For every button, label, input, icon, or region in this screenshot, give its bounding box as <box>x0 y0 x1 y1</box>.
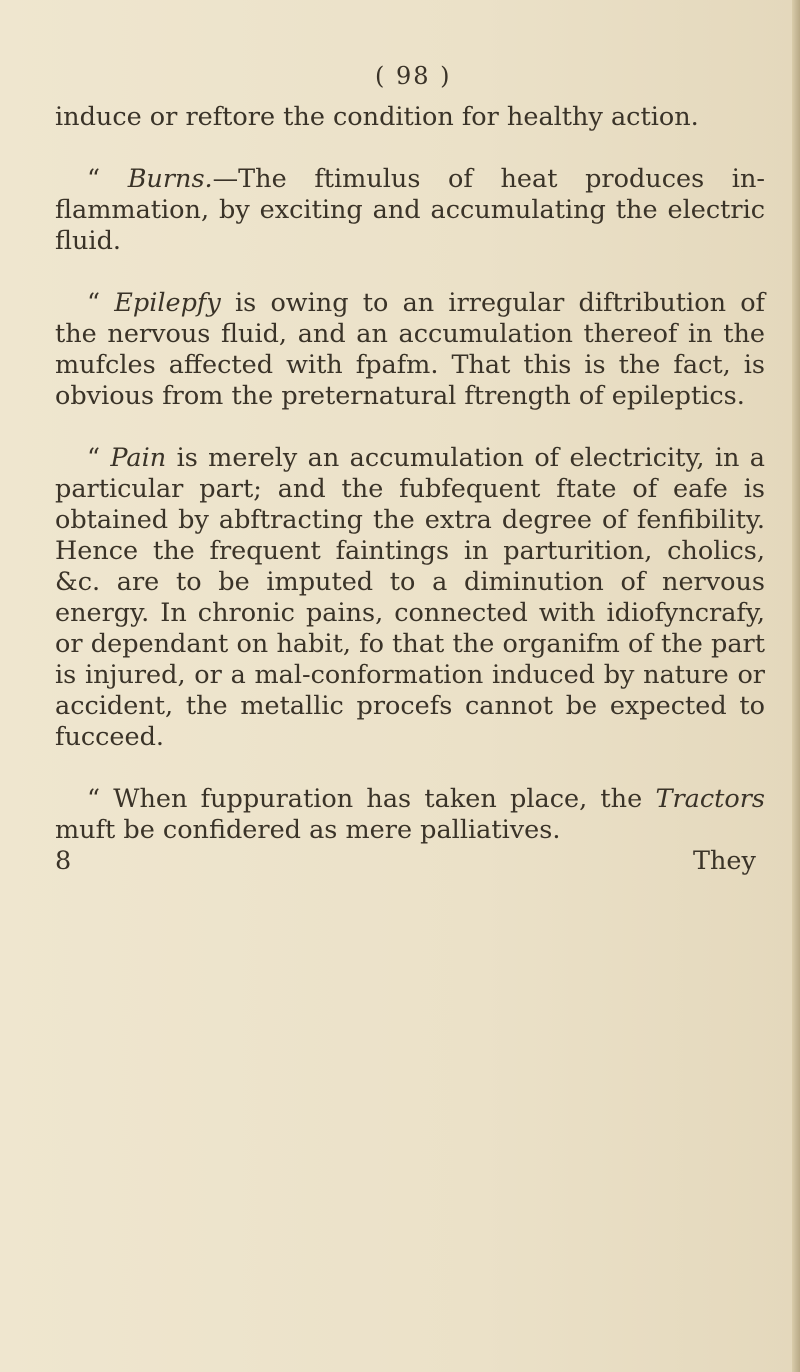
body-text <box>55 102 765 877</box>
page-number-header: ( 98 ) <box>375 62 452 90</box>
paragraph-text: is owing to an irregular diftribution of the nervous fluid, and an accumulation thereof in the mufcles affected with fpafm. That this is the fact, is obvious from the preternatural ftrength of epileptics. <box>55 288 765 411</box>
quote-mark: “ <box>87 288 101 318</box>
term-tractors: Tractors <box>655 784 765 814</box>
paragraph-text: is merely an accumulation of electricity, in a particular part; and the fubfequent ftate of eafe is obtained by abftracting the extra degree of fenfibility. Hence the frequent faintings in parturition, cholics, &c. are to be imputed to a diminution of nervous energy. In chronic pains, connected with idiofyncrafy, or dependant on habit, fo that the organifm of the part is injured, or a mal-conformation induced by nature or accident, the metallic procefs cannot be expected to fucceed. <box>55 443 766 752</box>
paragraph-text: induce or reftore the condition for healthy action. <box>55 102 699 132</box>
paragraph-continuation <box>55 102 765 133</box>
signature-mark: 8 <box>55 846 72 876</box>
paragraph-epilepsy <box>55 288 765 412</box>
quote-mark: “ <box>87 164 101 194</box>
quote-mark: “ <box>87 784 101 814</box>
paragraph-text: When fuppuration has taken place, the <box>100 784 656 814</box>
page-edge <box>792 0 800 1372</box>
catchword: They <box>693 846 756 876</box>
paragraph-burns <box>55 164 765 257</box>
term-burns: Burns. <box>127 164 213 194</box>
paragraph-suppuration <box>55 784 765 846</box>
paragraph-text: —The ftimulus of heat produces in-flammation, by exciting and accumulating the electric fluid. <box>55 164 765 256</box>
term-epilepsy: Epilepfy <box>114 288 221 318</box>
paragraph-text: muft be confidered as mere palliatives. <box>55 815 561 845</box>
quote-mark: “ <box>87 443 101 473</box>
term-pain: Pain <box>110 443 167 473</box>
paragraph-pain <box>55 443 765 753</box>
